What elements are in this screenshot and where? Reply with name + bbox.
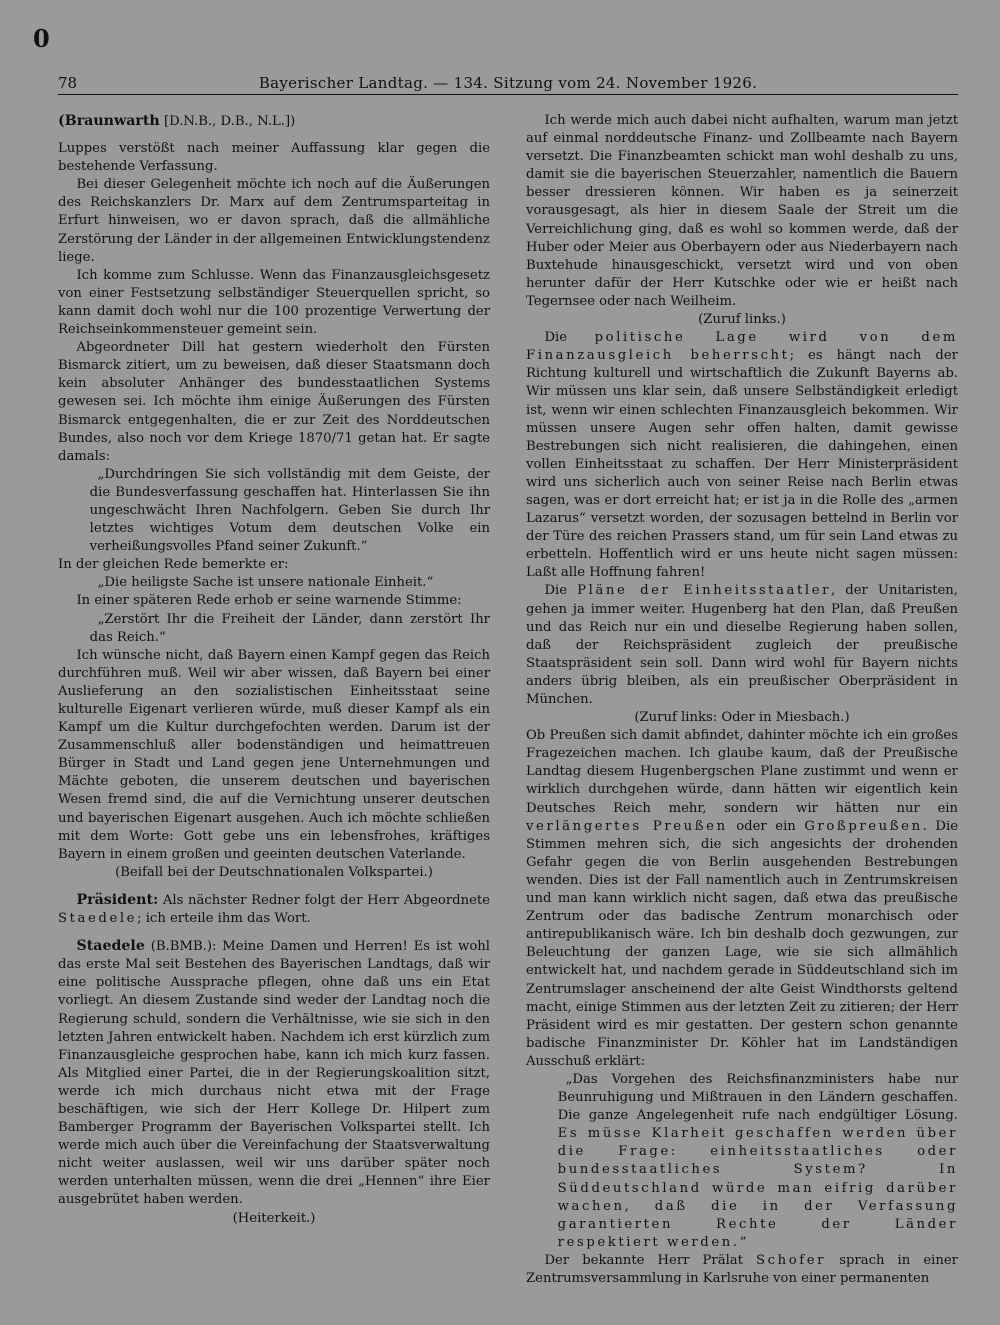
quotation: „Zerstört Ihr die Freiheit der Länder, dann zerstört Ihr das Reich.“ — [89, 611, 490, 645]
text: “ — [739, 1234, 747, 1250]
paragraph: In der gleichen Rede bemerkte er: — [58, 557, 289, 573]
text: Die — [544, 583, 568, 599]
speech-text: (B.BMB.): Meine Damen und Herren! Es ist wohl das erste Mal seit Bestehen des Bayerischen Landtags, daß wir eine politische Aussprache pflegen, ohne daß uns ein Etat vorliegt. An diesem Zustande sind weder der Landtag noch die Regierung schuld, sondern die Verhältnisse, wie sie sich in den letzten Jahren entwickelt haben. Nachdem ich erst kürzlich zum Finanzausgleiche gesprochen habe, kann ich mich kurz fassen. Als Mitglied einer Partei, die in der Regierungskoalition sitzt, werde ich mich durchaus nicht etwa mit der Frage beschäftigen, wie sich der Herr Kollege Dr. Hilpert zum Bamberger Programm der Bayerischen Volkspartei stellt. Ich werde mich auch über die Vereinfachung der Staatsverwaltung nicht weiter auslassen, weil wir uns darüber später noch werden unterhalten müssen, wenn die drei „Hennen“ ihre Eier ausgebrütet haben werden. — [58, 939, 490, 1208]
quotation: „Die heiligste Sache ist unsere nationale Einheit.“ — [97, 575, 434, 591]
paragraph: Ich wünsche nicht, daß Bayern einen Kampf gegen das Reich durchführen muß. Weil wir aber wissen, daß Bayern bei einer Auslieferung an den sozialistischen Einheitsstaat seine kulturelle Eigenart verlieren würde, muß dieser Kampf als ein Kampf um die Kultur durchgefochten werden. Darum ist der Zusammenschluß aller bodenständigen und heimattreuen Bürger in Stadt und Land gegen jene Unternehmungen und Mächte geboten, die unserem deutschen und bayerischen Wesen fremd sind, die auf die Vernichtung unserer deutschen und bayerischen Eigenart ausgehen. Auch ich möchte schließen mit dem Worte: Gott gebe uns ein lebensfrohes, kräftiges Bayern in einem großen und geeinten deutschen Vaterlande. — [58, 647, 490, 862]
president-label: Präsident: — [76, 891, 159, 908]
running-header — [58, 74, 958, 95]
quotation — [558, 1071, 958, 1252]
spaced-emphasis: verlängertes Preußen — [526, 818, 728, 834]
right-column — [526, 112, 958, 1288]
speaker-heading — [58, 112, 490, 131]
spaced-emphasis: Schofer — [756, 1252, 827, 1268]
spaced-emphasis: Es müsse Klarheit geschaffen werden über die Frage: einheitsstaatliches oder bundesstaatliches System? In Süddeutschland würde man eifrig darüber wachen, daß die in der Verfassung garantierten Rechte der Länder respektiert werden. — [557, 1126, 958, 1250]
paragraph — [526, 727, 958, 1071]
spaced-emphasis: politische Lage wird von dem Finanzausgleich beherrscht — [526, 330, 958, 364]
paragraph: Bei dieser Gelegenheit möchte ich noch auf die Äußerungen des Reichskanzlers Dr. Marx auf dem Zentrumsparteitag in Erfurt hinweisen, wo er davon sprach, daß die allmähliche Zerstörung der Länder in der allgemeinen Entwicklungstendenz liege. — [58, 177, 490, 265]
president-paragraph — [58, 891, 490, 928]
paragraph: Abgeordneter Dill hat gestern wiederholt den Fürsten Bismarck zitiert, um zu beweisen, daß dieser Staatsmann doch kein absoluter Anhänger des bundesstaatlichen Systems gewesen sei. Ich möchte ihm einige Äußerungen des Fürsten Bismarck entgegenhalten, die er zur Zeit des Norddeutschen Bundes, also noch vor dem Kriege 1870/71 getan hat. Er sagte damals: — [58, 340, 490, 464]
paragraph: In einer späteren Rede erhob er seine warnende Stimme: — [76, 593, 462, 609]
text: oder ein — [736, 818, 796, 834]
text: sprach in einer Zentrumsversammlung in Karlsruhe von einer permanenten — [526, 1252, 958, 1286]
text: Ob Preußen sich damit abfindet, dahinter möchte ich ein großes Fragezeichen machen. Ich glaube kaum, daß der Preußische Landtag diesem Hugenbergschen Plane zustimmt und wenn er wirklich durchgehen würde, dann hätten wir eigentlich kein Deutsches Reich mehr, sondern wir hätten nur ein — [526, 728, 958, 816]
stage-direction: (Heiterkeit.) — [232, 1210, 316, 1226]
text: Der bekannte Herr Prälat — [544, 1252, 743, 1268]
speaker-name-braunwarth: (Braunwarth — [58, 113, 160, 129]
text: ; es hängt nach der Richtung kulturell und wirtschaftlich die Zukunft Bayerns ab. Wir müssen uns klar sein, daß unsere Selbständigkeit erledigt ist, wenn wir einen schlechten Finanzausgleich bekommen. Wir müssen unsere Augen sehr offen halten, damit gewisse Bestrebungen sich nicht realisieren, die dahingehen, einen vollen Einheitsstaat zu schaffen. Der Herr Ministerpräsident wird uns sicherlich auch von seiner Reise nach Berlin etwas sagen, was er dort erreicht hat; er ist ja in die Rolle des „armen Lazarus“ versetzt worden, der sozusagen bettelnd in Berlin vor der Türe des reichen Prassers stand, um für sein Land etwas zu erbetteln. Hoffentlich wird er uns heute nicht sagen müssen: Laßt alle Hoffnung fahren! — [526, 348, 958, 581]
paragraph — [526, 329, 958, 582]
text: Die — [544, 330, 568, 346]
spaced-emphasis: Pläne der Einheitsstaatler — [577, 583, 832, 599]
speaker-name-staedele: Staedele — [76, 938, 145, 955]
corner-mark: 0 — [33, 24, 50, 53]
text: . Die Stimmen mehren sich, die sich angesichts der drohenden Gefahr gegen die von Berlin ausgehenden Bestrebungen wenden. Dies ist der Fall namentlich auch in Zentrumskreisen und man kann wirklich nicht sagen, daß etwa das preußische Zentrum oder das badische Zentrum monarchisch oder antirepublikanisch wäre. Ich bin deshalb doch gezwungen, zur Beleuchtung der ganzen Lage, wie sie sich allmählich entwickelt hat, und nachdem gerade in Süddeutschland sich im Zentrumslager anscheinend der alte Geist Windthorsts geltend macht, einige Stimmen aus der letzten Zeit zu zitieren; der Herr Präsident wird es mir gestatten. Der gestern schon genannte badische Finanzminister Dr. Köhler hat im Landständigen Ausschuß erklärt: — [526, 818, 958, 1069]
president-text: ; ich erteile ihm das Wort. — [137, 911, 311, 927]
stage-direction: (Beifall bei der Deutschnationalen Volkspartei.) — [115, 864, 433, 880]
speaker-party: [D.N.B., D.B., N.L.]) — [163, 114, 296, 129]
paragraph — [526, 1252, 958, 1288]
speech-paragraph — [58, 937, 490, 1209]
president-text: Als nächster Redner folgt der Herr Abgeordnete — [162, 892, 490, 908]
page-number: 78 — [58, 74, 78, 92]
quotation: „Durchdringen Sie sich vollständig mit dem Geiste, der die Bundesverfassung geschaffen hat. Hinterlassen Sie ihn ungeschwächt Ihren Nachfolgern. Geben Sie durch Ihr letztes wichtiges Votum dem deutschen Volke ein verheißungsvolles Pfand seiner Zukunft.“ — [89, 466, 490, 555]
text: , der Unitaristen, gehen ja immer weiter. Hugenberg hat den Plan, daß Preußen und das Reich nur ein und dieselbe Regierung haben sollen, daß der Reichspräsident zugleich der preußische Staatspräsident sein soll. Dann wird wohl für Bayern nichts anders übrig bleiben, als ein preußischer Oberpräsident in München. — [526, 583, 958, 707]
running-title: Bayerischer Landtag. — 134. Sitzung vom 24. November 1926. — [258, 74, 758, 92]
paragraph: Ich werde mich auch dabei nicht aufhalten, warum man jetzt auf einmal norddeutsche Finanz- und Zollbeamte nach Bayern versetzt. Die Finanzbeamten schickt man wohl deshalb zu uns, damit sie die bayerischen Steuerzahler, namentlich die Bauern besser dressieren können. Wir haben es ja seinerzeit vorausgesagt, als hier in diesem Saale der Streit um die Verreichlichung ging, daß es wohl so kommen werde, daß der Huber oder Meier aus Oberbayern oder aus Niederbayern nach Buxtehude hinausgeschickt, versetzt wird und von oben herunter dafür der Herr Kutschke oder wie er heißt nach Tegernsee oder nach Weilheim. — [526, 113, 958, 309]
text: „Das Vorgehen des Reichsfinanzministers habe nur Beunruhigung und Mißtrauen in den Ländern geschaffen. Die ganze Angelegenheit rufe nach endgültiger Lösung. — [557, 1071, 958, 1124]
left-column — [58, 112, 490, 1228]
paragraph: Ich komme zum Schlusse. Wenn das Finanzausgleichsgesetz von einer Festsetzung selbständiger Steuerquellen spricht, so kann damit doch wohl nur die 100 prozentige Verwertung der Reichseinkommensteuer gemeint sein. — [58, 267, 490, 338]
paragraph: Luppes verstößt nach meiner Auffassung klar gegen die bestehende Verfassung. — [58, 141, 490, 175]
stage-direction: (Zuruf links.) — [698, 312, 786, 328]
spaced-emphasis: Großpreußen — [804, 818, 923, 834]
spaced-name: Staedele — [58, 911, 138, 927]
paragraph — [526, 582, 958, 709]
stage-direction: (Zuruf links: Oder in Miesbach.) — [634, 710, 850, 726]
